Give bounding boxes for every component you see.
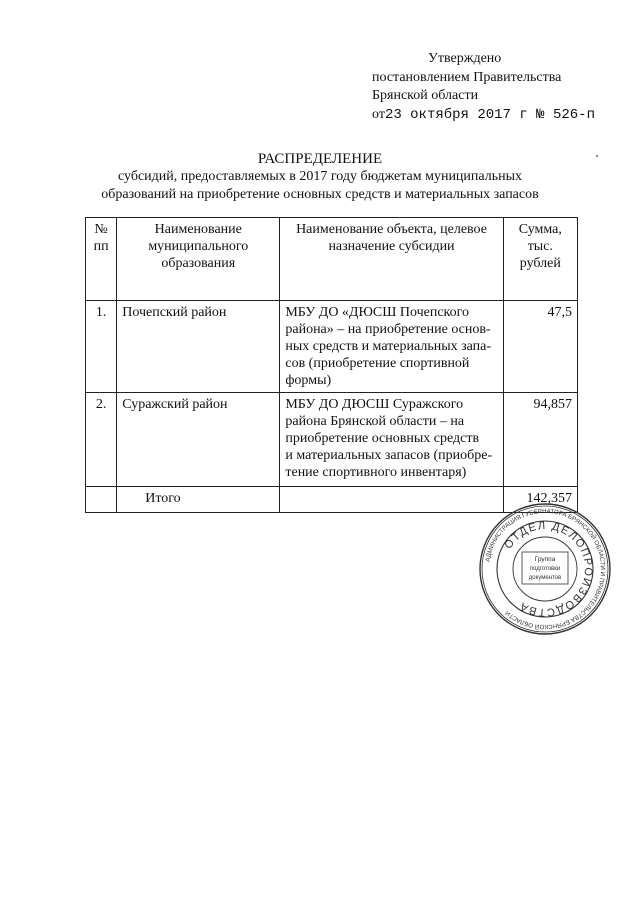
- approval-line-approved: Утверждено: [428, 51, 502, 66]
- total-number-empty: [86, 487, 117, 513]
- row-object-line: района» – на приобретение основ-: [285, 322, 491, 337]
- approval-block: [372, 50, 595, 124]
- row-number: 2.: [86, 393, 117, 487]
- row-object: [280, 301, 503, 393]
- header-municipality-line1: Наименование: [154, 222, 242, 237]
- row-object-line: МБУ ДО «ДЮСШ Почепского: [285, 305, 470, 320]
- row-object-line: и материальных запасов (приобре-: [285, 448, 493, 463]
- table-row: [86, 301, 578, 393]
- seal-box-line2: подготовки: [529, 566, 561, 572]
- header-municipality-line2: муниципального: [148, 239, 249, 254]
- row-object-line: формы): [285, 373, 332, 388]
- document-title: РАСПРЕДЕЛЕНИЕ: [257, 151, 383, 167]
- document-subtitle-line1: субсидий, предоставляемых в 2017 году бюджетам муниципальных: [117, 169, 523, 184]
- total-object-empty: [280, 487, 503, 513]
- approval-line-resolution: постановлением Правительства: [372, 69, 562, 85]
- row-object-line: тение спортивного инвентаря): [285, 465, 467, 480]
- header-object: [280, 218, 503, 301]
- official-seal: [478, 502, 612, 636]
- total-label: Итого: [117, 487, 280, 513]
- row-object-line: ных средств и материальных запа-: [285, 339, 492, 354]
- row-object-line: приобретение основных средств: [285, 431, 480, 446]
- seal-box-line3: документов: [528, 575, 562, 581]
- header-object-line1: Наименование объекта, целевое: [296, 222, 487, 237]
- table-header-row: [86, 218, 578, 301]
- row-object-line: района Брянской области – на: [285, 414, 465, 429]
- document-subtitle-line2: образований на приобретение основных средств и материальных запасов: [101, 187, 539, 202]
- approval-line-date: [372, 106, 595, 125]
- header-municipality: [117, 218, 280, 301]
- row-sum: 94,857: [503, 393, 577, 487]
- approval-date-value: 23 октября 2017 г № 526-п: [384, 106, 595, 123]
- header-number-line2: пп: [93, 239, 109, 254]
- total-sum: 142,357: [503, 487, 577, 513]
- row-object: [280, 393, 503, 487]
- header-sum: [503, 218, 577, 301]
- header-municipality-line3: образования: [161, 256, 236, 271]
- header-number: [86, 218, 117, 301]
- row-sum: 47,5: [503, 301, 577, 393]
- table-row: [86, 393, 578, 487]
- document-heading: [0, 150, 640, 204]
- header-sum-line2: тыс. рублей: [519, 239, 561, 271]
- row-municipality: Почепский район: [117, 301, 280, 393]
- header-number-line1: №: [94, 222, 108, 237]
- approval-line-region: Брянской области: [372, 88, 479, 103]
- header-object-line2: назначение субсидии: [328, 239, 455, 254]
- row-number: 1.: [86, 301, 117, 393]
- distribution-table: [85, 217, 578, 513]
- seal-box-line1: Группа: [534, 556, 556, 563]
- seal-inner-textpath: ОТДЕЛ ДЕЛОПРОИЗВОДСТВА: [502, 519, 595, 619]
- seal-ring-textpath: АДМИНИСТРАЦИЯ ГУБЕРНАТОРА БРЯНСКОЙ ОБЛАСТИ И ПРАВИТЕЛЬСТВА БРЯНСКОЙ ОБЛАСТИ: [484, 507, 607, 631]
- approval-date-prefix: от: [372, 106, 385, 122]
- row-object-line: МБУ ДО ДЮСШ Суражского: [285, 397, 464, 412]
- row-object-line: сов (приобретение спортивной: [285, 356, 470, 371]
- row-municipality: Суражский район: [117, 393, 280, 487]
- header-sum-line1: Сумма,: [518, 222, 562, 237]
